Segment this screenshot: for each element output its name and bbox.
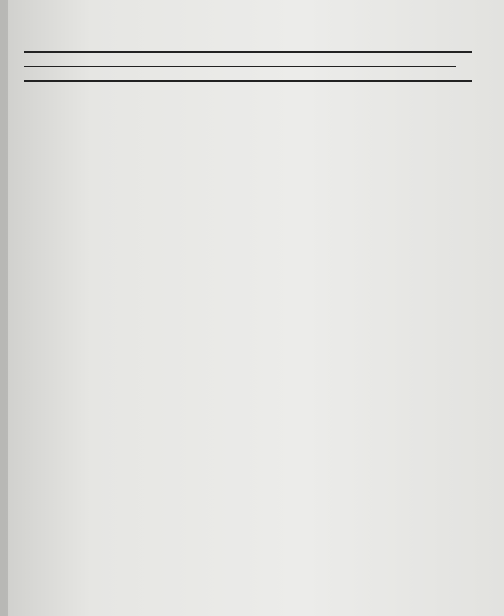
top-rule (24, 51, 472, 53)
scan-edge-shadow (0, 0, 8, 616)
column-header-rule (24, 80, 472, 82)
header-rule (24, 66, 456, 67)
